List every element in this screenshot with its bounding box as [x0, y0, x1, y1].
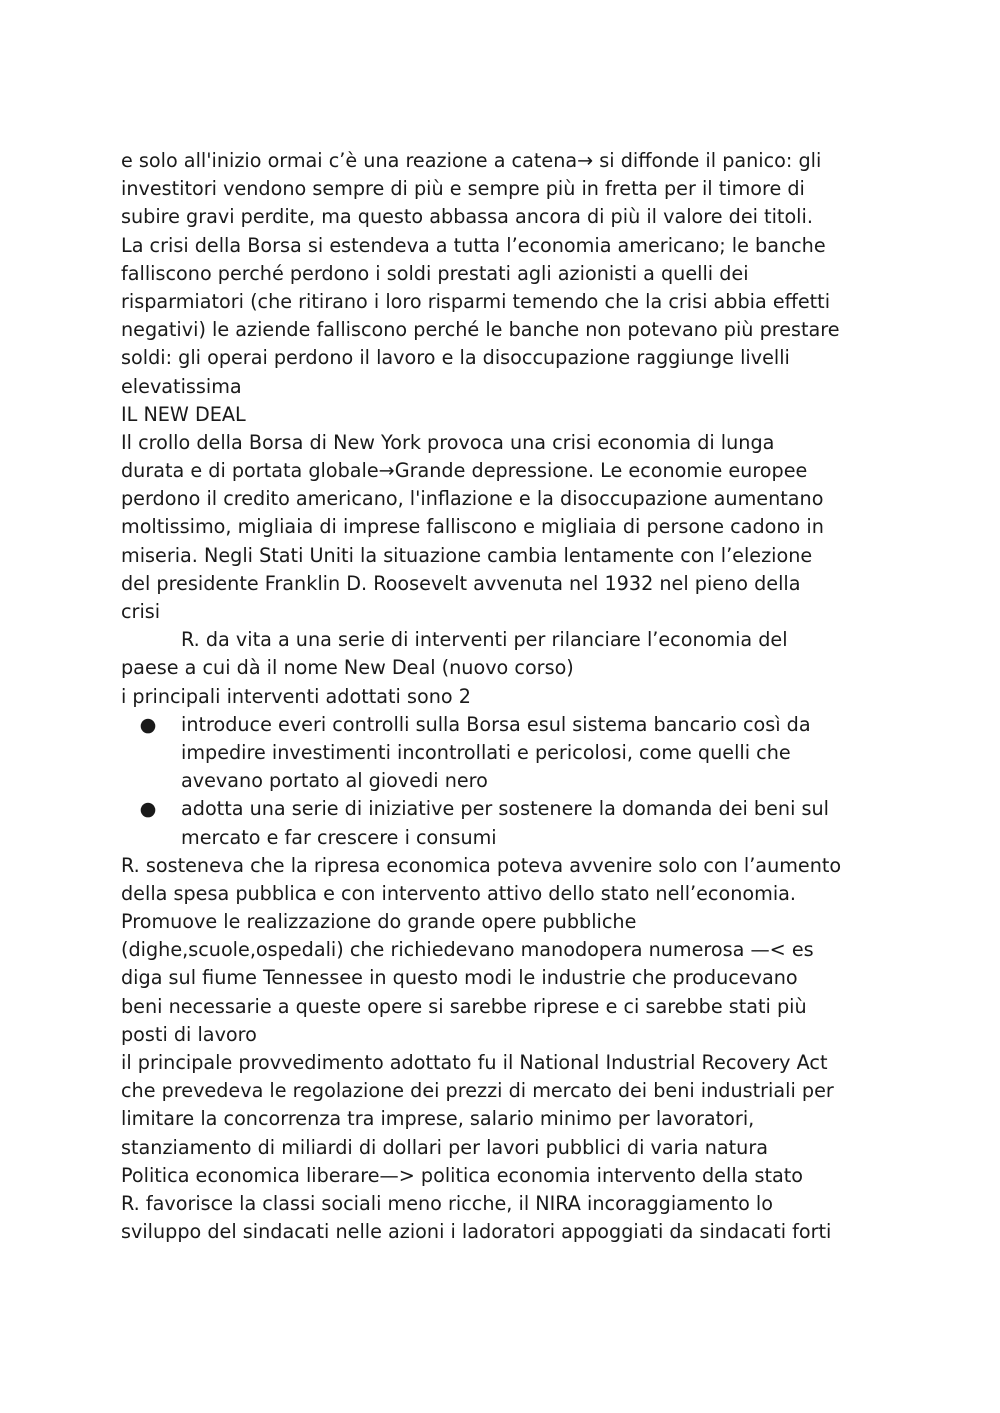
text-line: (dighe,scuole,ospedali) che richiedevano manodopera numerosa —< es: [121, 938, 814, 962]
text-line: La crisi della Borsa si estendeva a tutta l’economia americano; le banche: [121, 233, 826, 257]
text-line: investitori vendono sempre di più e sempre più in fretta per il timore di: [121, 177, 805, 201]
text-line: limitare la concorrenza tra imprese, salario minimo per lavoratori,: [121, 1107, 755, 1131]
text-line: impedire investimenti incontrollati e pericolosi, come quelli che: [181, 740, 791, 764]
text-line: che prevedeva le regolazione dei prezzi di mercato dei beni industriali per: [121, 1079, 834, 1103]
text-line: subire gravi perdite, ma questo abbassa ancora di più il valore dei titoli.: [121, 205, 813, 229]
bullet-icon: ●: [139, 797, 157, 821]
text-line: sviluppo del sindacati nelle azioni i ladoratori appoggiati da sindacati forti: [121, 1220, 832, 1244]
text-line: soldi: gli operai perdono il lavoro e la disoccupazione raggiunge livelli: [121, 346, 790, 370]
text-line: Promuove le realizzazione do grande opere pubbliche: [121, 910, 637, 934]
text-line: Politica economica liberare—> politica economia intervento della stato: [121, 1163, 804, 1187]
text-line: della spesa pubblica e con intervento attivo dello stato nell’economia.: [121, 881, 797, 905]
text-line: beni necessarie a queste opere si sarebbe riprese e ci sarebbe stati più: [121, 994, 807, 1018]
text-line: R. favorisce la classi sociali meno ricche, il NIRA incoraggiamento lo: [121, 1191, 773, 1215]
text-line: i principali interventi adottati sono 2: [121, 684, 471, 708]
bullet-item: [121, 795, 891, 851]
text-line: miseria. Negli Stati Uniti la situazione cambia lentamente con l’elezione: [121, 543, 813, 567]
text-line: del presidente Franklin D. Roosevelt avvenuta nel 1932 nel pieno della: [121, 571, 801, 595]
text-line: diga sul fiume Tennessee in questo modi le industrie che producevano: [121, 966, 798, 990]
paragraph-public-works: [121, 852, 891, 1247]
text-line: e solo all'inizio ormai c’è una reazione a catena→ si diffonde il panico: gli: [121, 149, 822, 172]
text-line: mercato e far crescere i consumi: [181, 825, 497, 849]
text-line: falliscono perché perdono i soldi prestati agli azionisti a quelli dei: [121, 261, 749, 285]
text-line: elevatissima: [121, 374, 242, 398]
text-line: moltissimo, migliaia di imprese falliscono e migliaia di persone cadono in: [121, 515, 824, 539]
text-line: introduce everi controlli sulla Borsa esul sistema bancario così da: [181, 712, 811, 736]
text-line: durata e di portata globale→Grande depressione. Le economie europee: [121, 459, 808, 483]
document-body: [121, 147, 891, 1246]
text-line: R. sosteneva che la ripresa economica poteva avvenire solo con l’aumento: [121, 853, 842, 877]
paragraph-stock-crash: [121, 147, 891, 401]
text-line: crisi: [121, 600, 161, 623]
bullet-list: [121, 711, 891, 852]
bullet-item: [121, 711, 891, 796]
text-line: negativi) le aziende falliscono perché le banche non potevano più prestare: [121, 318, 840, 342]
text-line: avevano portato al giovedi nero: [181, 769, 488, 793]
bullet-icon: ●: [139, 712, 157, 736]
text-line: perdono il credito americano, l'inflazione e la disoccupazione aumentano: [121, 487, 824, 511]
section-heading: IL NEW DEAL: [121, 402, 246, 426]
text-line: paese a cui dà il nome New Deal (nuovo corso): [121, 656, 574, 680]
text-line: il principale provvedimento adottato fu il National Industrial Recovery Act: [121, 1051, 828, 1074]
text-line: stanziamento di miliardi di dollari per lavori pubblici di varia natura: [121, 1135, 768, 1159]
paragraph-new-deal-intro: [121, 626, 891, 711]
text-line: adotta una serie di iniziative per sostenere la domanda dei beni sul: [181, 797, 829, 821]
text-line: Il crollo della Borsa di New York provoca una crisi economia di lunga: [121, 430, 775, 454]
text-line: posti di lavoro: [121, 1022, 257, 1046]
text-line-indented: R. da vita a una serie di interventi per rilanciare l’economia del: [181, 628, 788, 652]
text-line: risparmiatori (che ritirano i loro risparmi temendo che la crisi abbia effetti: [121, 289, 831, 313]
paragraph-great-depression: [121, 429, 891, 626]
